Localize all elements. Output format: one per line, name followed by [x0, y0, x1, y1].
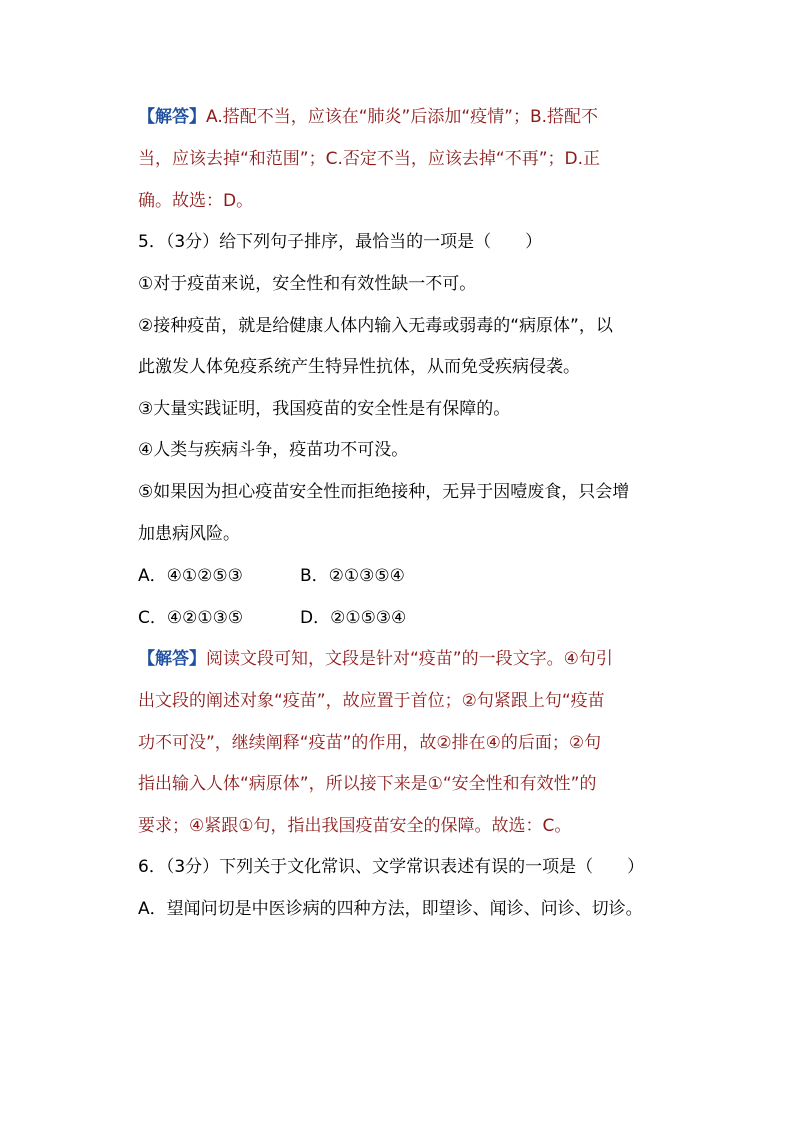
- answer5-line4: 指出输入人体“病原体”，所以接下来是①“安全性和有效性”的: [138, 774, 597, 794]
- option-a: A．④①②⑤③: [138, 566, 243, 586]
- answer4-line3: 确。故选：D。: [138, 191, 254, 211]
- answer-tag: 【解答】: [138, 649, 206, 669]
- question5-stem: 5．（3分）给下列句子排序，最恰当的一项是（ ）: [138, 232, 543, 252]
- answer5-line5: 要求；④紧跟①句，指出我国疫苗安全的保障。故选：C。: [138, 816, 572, 836]
- option-d: D．②①⑤③④: [300, 608, 407, 628]
- option-b: B．②①③⑤④: [300, 566, 405, 586]
- answer5-line1: [138, 647, 694, 671]
- sentence-4: ④人类与疾病斗争，疫苗功不可没。: [138, 440, 409, 460]
- sentence-5-line1: ⑤如果因为担心疫苗安全性而拒绝接种，无异于因噎废食，只会增: [138, 482, 630, 502]
- answer5-line2: 出文段的阐述对象“疫苗”，故应置于首位；②句紧跟上句“疫苗: [138, 691, 605, 711]
- answer-text: 阅读文段可知，文段是针对“疫苗”的一段文字。④句引: [206, 649, 613, 669]
- sentence-5-line2: 加患病风险。: [138, 524, 240, 544]
- sentence-2-line1: ②接种疫苗，就是给健康人体内输入无毒或弱毒的“病原体”，以: [138, 316, 613, 336]
- answer5-line3: 功不可没”，继续阐释“疫苗”的作用，故②排在④的后面；②句: [138, 733, 602, 753]
- sentence-1: ①对于疫苗来说，安全性和有效性缺一不可。: [138, 274, 477, 294]
- sentence-2-line2: 此激发人体免疫系统产生特异性抗体，从而免受疾病侵袭。: [138, 357, 580, 377]
- question6-option-a: A．望闻问切是中医诊病的四种方法，即望诊、闻诊、问诊、切诊。: [138, 899, 643, 919]
- sentence-3: ③大量实践证明，我国疫苗的安全性是有保障的。: [138, 399, 511, 419]
- answer-text: A.搭配不当，应该在“肺炎”后添加“疫情”；B.搭配不: [206, 107, 599, 127]
- answer4-line2: 当，应该去掉“和范围”；C.否定不当，应该去掉“不再”；D.正: [138, 149, 600, 169]
- option-c: C．④②①③⑤: [138, 608, 244, 628]
- answer4-line1: [138, 105, 694, 129]
- question6-stem: 6．（3分）下列关于文化常识、文学常识表述有误的一项是（ ）: [138, 857, 645, 877]
- answer-tag: 【解答】: [138, 107, 206, 127]
